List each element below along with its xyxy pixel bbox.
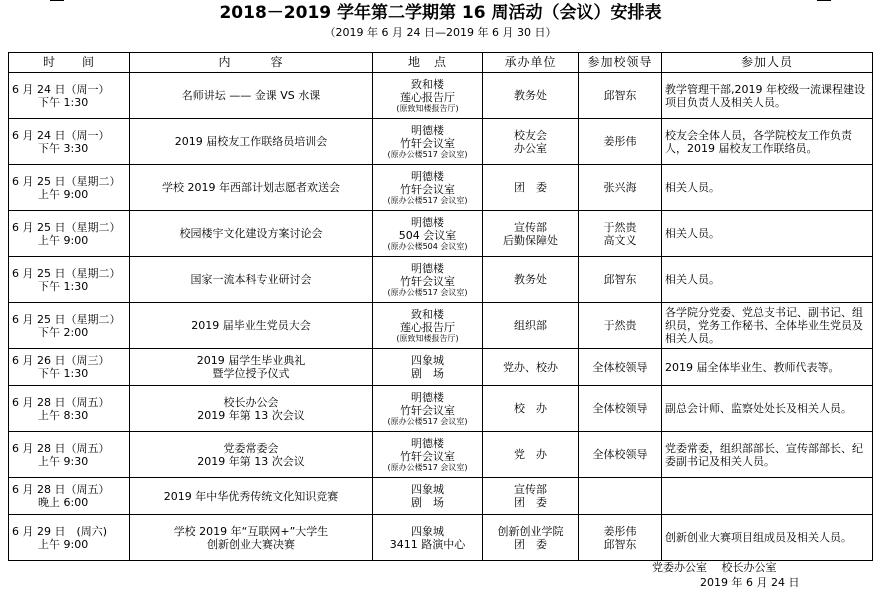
attendees-cell: 2019 届全体毕业生、教师代表等。 <box>662 349 873 386</box>
clock-text: 下午 1:30 <box>38 279 89 293</box>
organizer-line: 党办、校办 <box>503 360 558 374</box>
table-row <box>9 349 873 386</box>
organizer-cell <box>483 515 579 561</box>
table-row <box>9 303 873 349</box>
location-cell <box>373 119 483 165</box>
clock-text: 上午 9:00 <box>38 537 89 551</box>
date-text: 6 月 25 日（星期二） <box>12 312 121 326</box>
time-cell <box>9 432 130 478</box>
location-note: (原办公楼517 会议室) <box>387 195 468 205</box>
table-row <box>9 73 873 119</box>
content-line: 创新创业大赛决赛 <box>207 537 295 551</box>
leader-line: 邱智东 <box>603 89 637 102</box>
location-note: (原致知楼报告厅) <box>396 103 459 113</box>
content-line: 学校 2019 年西部计划志愿者欢送会 <box>162 181 340 194</box>
location-line: 504 会议室 <box>398 228 457 242</box>
organizer-line: 校友会 <box>514 128 547 142</box>
content-line: 国家一流本科专业研讨会 <box>190 273 312 286</box>
organizer-cell <box>483 386 579 432</box>
schedule-body <box>9 73 873 561</box>
leader-line: 于然贵 <box>603 319 637 332</box>
location-line: 竹轩会议室 <box>400 403 455 417</box>
time-cell <box>9 303 130 349</box>
header-organizer: 承办单位 <box>483 53 579 73</box>
leader-line: 全体校领导 <box>592 402 648 415</box>
location-line: 竹轩会议室 <box>400 274 455 288</box>
leader-line: 高文义 <box>603 233 637 247</box>
content-cell <box>130 211 373 257</box>
time-cell <box>9 257 130 303</box>
leader-cell <box>579 119 662 165</box>
clock-text: 晚上 6:00 <box>38 496 89 509</box>
location-note: (原致知楼报告厅) <box>396 333 459 343</box>
organizer-line: 团 委 <box>514 537 547 551</box>
location-line: 致和楼 <box>411 307 444 321</box>
date-text: 6 月 26 日（周三） <box>12 354 110 367</box>
leader-line: 张兴海 <box>603 181 637 194</box>
attendees-cell: 创新创业大赛项目组成员及相关人员。 <box>662 515 873 561</box>
footer-offices: 党委办公室 校长办公室 <box>652 561 777 574</box>
clock-text: 上午 9:30 <box>38 454 89 468</box>
organizer-cell <box>483 211 579 257</box>
location-line: 四象城 <box>411 354 444 367</box>
location-line: 致和楼 <box>411 77 444 91</box>
header-attendees: 参加人员 <box>662 53 873 73</box>
clock-text: 上午 9:00 <box>38 233 89 247</box>
table-row <box>9 515 873 561</box>
page-subtitle: （2019 年 6 月 24 日—2019 年 6 月 30 日） <box>324 26 557 39</box>
organizer-cell <box>483 165 579 211</box>
leader-line: 邱智东 <box>603 273 637 286</box>
table-row <box>9 257 873 303</box>
date-text: 6 月 24 日（周一） <box>12 128 110 142</box>
header-time: 时 间 <box>9 53 130 73</box>
location-line: 四象城 <box>411 483 444 496</box>
location-line: 3411 路演中心 <box>389 537 466 551</box>
content-cell <box>130 432 373 478</box>
organizer-line: 宣传部 <box>514 483 547 496</box>
location-line: 莲心报告厅 <box>400 90 455 104</box>
location-cell <box>373 349 483 386</box>
footer-date: 2019 年 6 月 24 日 <box>700 576 800 589</box>
content-cell <box>130 349 373 386</box>
content-cell <box>130 478 373 515</box>
location-line: 竹轩会议室 <box>400 182 455 196</box>
location-note: (原办公楼517 会议室) <box>387 416 468 426</box>
time-cell <box>9 165 130 211</box>
clock-text: 上午 8:30 <box>38 408 89 422</box>
leader-cell <box>579 515 662 561</box>
attendees-cell: 相关人员。 <box>662 211 873 257</box>
location-line: 竹轩会议室 <box>400 136 455 150</box>
leader-cell <box>579 349 662 386</box>
leader-cell <box>579 211 662 257</box>
location-line: 明德楼 <box>411 436 444 450</box>
date-text: 6 月 25 日（星期二） <box>12 220 121 234</box>
leader-cell <box>579 73 662 119</box>
time-cell <box>9 349 130 386</box>
location-line: 明德楼 <box>411 261 444 275</box>
location-line: 明德楼 <box>411 123 444 137</box>
organizer-line: 创新创业学院 <box>497 524 564 538</box>
organizer-cell <box>483 303 579 349</box>
leader-cell <box>579 303 662 349</box>
attendees-cell: 党委常委，组织部部长、宣传部部长、纪委副书记及相关人员。 <box>662 432 873 478</box>
organizer-cell <box>483 432 579 478</box>
table-header-row <box>9 53 873 73</box>
table-row <box>9 211 873 257</box>
table-row <box>9 478 873 515</box>
location-cell <box>373 478 483 515</box>
location-line: 明德楼 <box>411 169 444 183</box>
location-line: 四象城 <box>411 524 444 538</box>
date-text: 6 月 25 日（星期二） <box>12 266 121 280</box>
table-row <box>9 165 873 211</box>
content-cell <box>130 165 373 211</box>
attendees-cell: 校友会全体人员，各学院校友工作负责人，2019 届校友工作联络员。 <box>662 119 873 165</box>
date-text: 6 月 28 日（周五） <box>12 441 110 455</box>
clock-text: 上午 9:00 <box>38 187 89 201</box>
content-cell <box>130 119 373 165</box>
attendees-cell: 相关人员。 <box>662 257 873 303</box>
organizer-cell <box>483 349 579 386</box>
location-cell <box>373 432 483 478</box>
content-line: 党委常委会 <box>223 441 279 455</box>
organizer-line: 后勤保障处 <box>503 233 558 247</box>
location-cell <box>373 515 483 561</box>
date-text: 6 月 25 日（星期二） <box>12 174 121 188</box>
content-cell <box>130 515 373 561</box>
content-cell <box>130 257 373 303</box>
location-line: 剧 场 <box>411 496 444 509</box>
table-row <box>9 119 873 165</box>
leader-cell <box>579 432 662 478</box>
time-cell <box>9 478 130 515</box>
attendees-cell <box>662 478 873 515</box>
content-line: 2019 年第 13 次会议 <box>197 454 305 468</box>
date-text: 6 月 29 日 (周六) <box>12 524 108 538</box>
page-title: 2018－2019 学年第二学期第 16 周活动（会议）安排表 <box>219 3 662 23</box>
attendees-cell: 教学管理干部,2019 年校级一流课程建设项目负责人及相关人员。 <box>662 73 873 119</box>
organizer-cell <box>483 478 579 515</box>
organizer-line: 教务处 <box>514 89 547 102</box>
content-line: 2019 届校友工作联络员培训会 <box>174 135 328 148</box>
time-cell <box>9 515 130 561</box>
location-cell <box>373 165 483 211</box>
content-cell <box>130 73 373 119</box>
content-line: 2019 年第 13 次会议 <box>197 408 305 422</box>
leader-line: 于然贵 <box>603 220 637 234</box>
location-line: 明德楼 <box>411 390 444 404</box>
organizer-line: 组织部 <box>514 319 547 332</box>
organizer-line: 宣传部 <box>514 220 547 234</box>
time-cell <box>9 386 130 432</box>
location-cell <box>373 211 483 257</box>
header-content: 内 容 <box>130 53 373 73</box>
location-cell <box>373 257 483 303</box>
leader-cell <box>579 165 662 211</box>
header-leader: 参加校领导 <box>579 53 662 73</box>
content-line: 2019 届学生毕业典礼 <box>196 354 306 367</box>
location-line: 竹轩会议室 <box>400 449 455 463</box>
organizer-line: 办公室 <box>514 141 547 155</box>
time-cell <box>9 119 130 165</box>
clock-text: 下午 1:30 <box>38 95 89 109</box>
schedule-table <box>8 52 873 561</box>
leader-cell <box>579 478 662 515</box>
location-line: 莲心报告厅 <box>400 320 455 334</box>
attendees-cell: 相关人员。 <box>662 165 873 211</box>
organizer-line: 校 办 <box>514 402 547 415</box>
leader-cell <box>579 257 662 303</box>
content-cell <box>130 303 373 349</box>
leader-line: 姜彤伟 <box>603 524 637 538</box>
organizer-line: 团 委 <box>514 496 547 509</box>
location-note: (原办公楼504 会议室) <box>387 241 468 251</box>
time-cell <box>9 211 130 257</box>
location-note: (原办公楼517 会议室) <box>387 462 468 472</box>
leader-line: 全体校领导 <box>592 360 648 374</box>
location-note: (原办公楼517 会议室) <box>387 287 468 297</box>
content-line: 校园楼宇文化建设方案讨论会 <box>179 227 323 240</box>
location-cell <box>373 303 483 349</box>
content-line: 校长办公会 <box>223 395 279 409</box>
time-cell <box>9 73 130 119</box>
location-line: 明德楼 <box>411 215 444 229</box>
attendees-cell: 副总会计师、监察处处长及相关人员。 <box>662 386 873 432</box>
clock-text: 下午 3:30 <box>38 141 89 155</box>
content-line: 暨学位授予仪式 <box>212 367 290 380</box>
location-line: 剧 场 <box>411 367 444 380</box>
organizer-cell <box>483 257 579 303</box>
content-line: 2019 届毕业生党员大会 <box>191 319 311 332</box>
table-row <box>9 432 873 478</box>
attendees-cell: 各学院分党委、党总支书记、副书记、组织员，党务工作秘书、全体毕业生党员及相关人员。 <box>662 303 873 349</box>
table-row <box>9 386 873 432</box>
organizer-line: 党 办 <box>514 448 547 461</box>
date-text: 6 月 24 日（周一） <box>12 82 110 96</box>
location-cell <box>373 386 483 432</box>
leader-line: 全体校领导 <box>592 448 648 461</box>
content-line: 2019 年中华优秀传统文化知识竞赛 <box>163 489 339 503</box>
clock-text: 下午 1:30 <box>38 367 89 380</box>
leader-cell <box>579 386 662 432</box>
clock-text: 下午 2:00 <box>38 325 89 339</box>
location-cell <box>373 73 483 119</box>
header-location: 地 点 <box>373 53 483 73</box>
date-text: 6 月 28 日（周五） <box>12 483 110 496</box>
leader-line: 姜彤伟 <box>603 135 637 148</box>
content-line: 名师讲坛 —— 金课 VS 水课 <box>181 89 321 102</box>
leader-line: 邱智东 <box>603 537 637 551</box>
date-text: 6 月 28 日（周五） <box>12 395 110 409</box>
organizer-line: 教务处 <box>514 273 547 286</box>
organizer-cell <box>483 119 579 165</box>
organizer-line: 团 委 <box>514 181 547 194</box>
location-note: (原办公楼517 会议室) <box>387 149 468 159</box>
content-cell <box>130 386 373 432</box>
organizer-cell <box>483 73 579 119</box>
content-line: 学校 2019 年“互联网+”大学生 <box>173 524 329 538</box>
